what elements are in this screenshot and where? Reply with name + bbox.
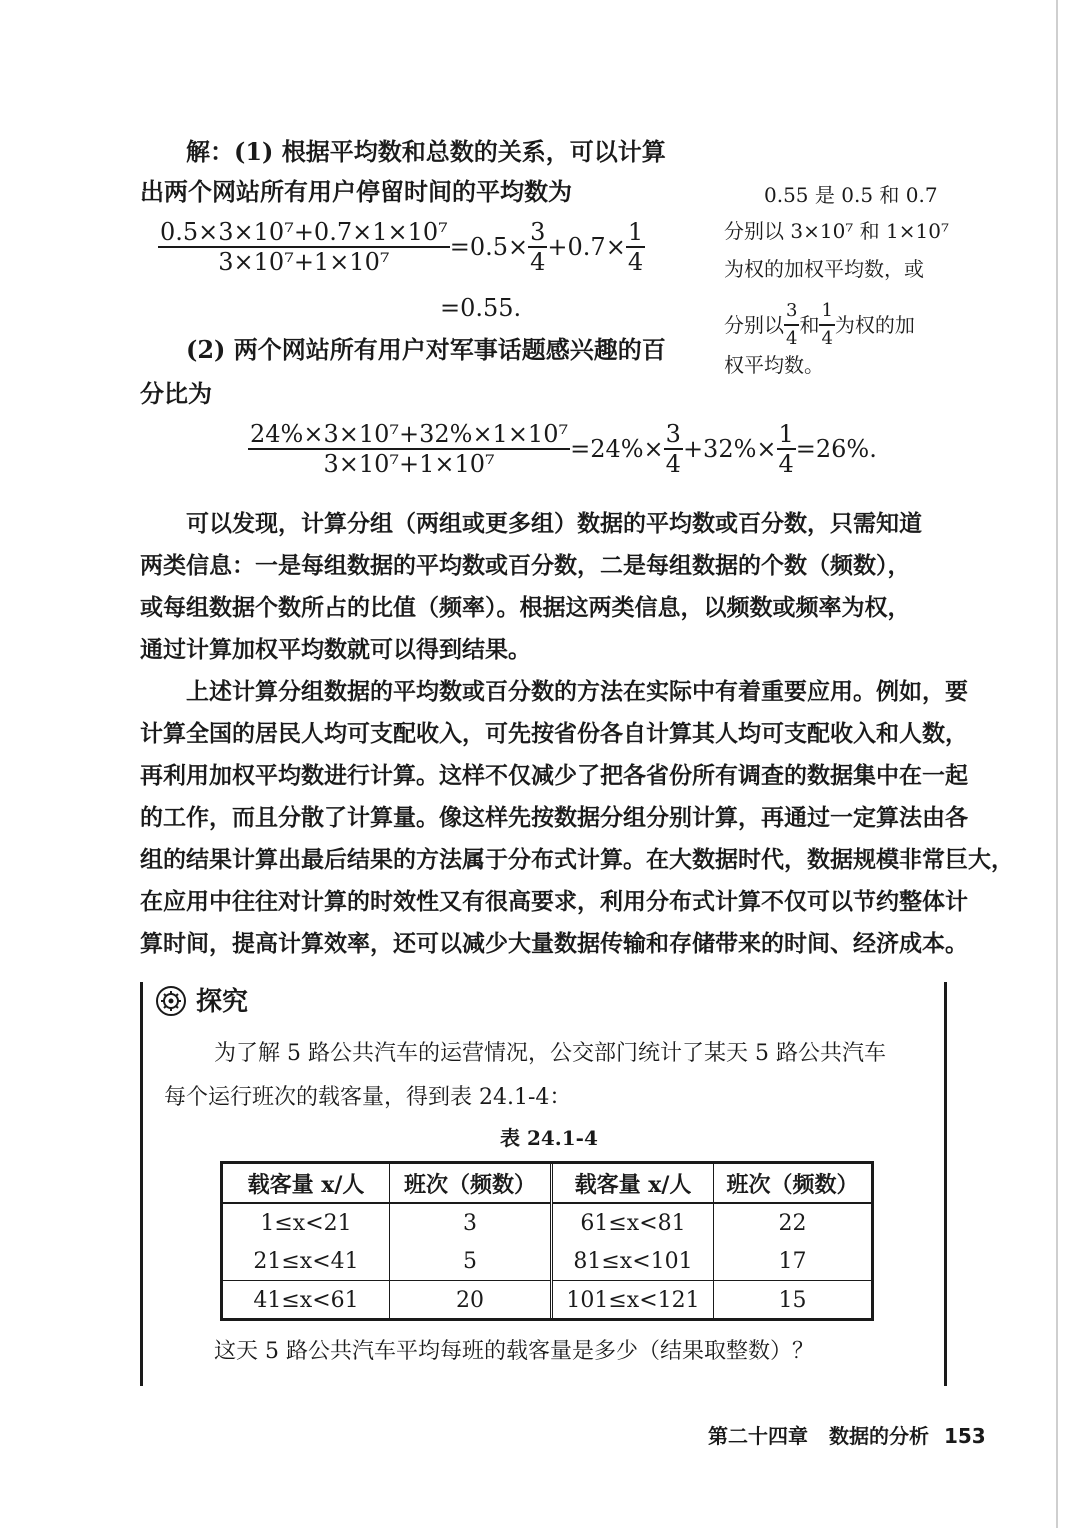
- table-header-row: [223, 1164, 871, 1203]
- table-cell: 5: [390, 1242, 552, 1281]
- eq1-fraction-1-4: [626, 218, 645, 276]
- table-cell: 3: [390, 1203, 552, 1242]
- eq1-numerator: 0.5×3×10⁷+0.7×1×10⁷: [160, 218, 448, 246]
- side-note-text-b: 和: [799, 313, 820, 337]
- eq1-rhs-b: +0.7×: [547, 233, 626, 261]
- table-cell: 17: [778, 1248, 807, 1274]
- eq2-denominator: 3×10⁷+1×10⁷: [323, 450, 495, 478]
- eq2-rhs-a: =24%×: [570, 435, 664, 463]
- equation-1: [158, 218, 645, 276]
- side-note-line-5: 权平均数。: [724, 353, 824, 377]
- table-cell: 1≤x<21: [223, 1203, 390, 1242]
- para2-line-1: 上述计算分组数据的平均数或百分数的方法在实际中有着重要应用。例如，要: [186, 678, 968, 705]
- side-note-f1-num: 3: [784, 298, 799, 326]
- table-cell: 61≤x<81: [552, 1203, 714, 1242]
- side-note-line-2: 分别以 3×10⁷ 和 1×10⁷: [724, 219, 949, 243]
- page-edge-line: [1056, 0, 1058, 1528]
- para1-line-4: 通过计算加权平均数就可以得到结果。: [140, 636, 531, 663]
- header-freq-2: 班次（频数）: [726, 1171, 859, 1198]
- eq2-f1-num: 3: [665, 420, 681, 448]
- side-note-line-1: 0.55 是 0.5 和 0.7: [764, 183, 938, 207]
- solution-part2-line-1: (2) 两个网站所有用户对军事话题感兴趣的百: [186, 335, 666, 364]
- eq1-rhs-a: =0.5×: [449, 233, 529, 261]
- eq2-f2-num: 1: [778, 420, 794, 448]
- explore-box-left-border: [140, 982, 143, 1386]
- eq1-fraction-3-4: [528, 218, 547, 276]
- table-cell: 15: [778, 1287, 807, 1313]
- side-note-fraction-1-4: [819, 298, 834, 352]
- side-note-f2-den: 4: [821, 328, 833, 349]
- equation-2: [248, 420, 877, 478]
- eq1-main-fraction: [158, 218, 450, 276]
- table-cell: 22: [778, 1210, 807, 1236]
- table-cell: 21≤x<41: [223, 1242, 390, 1281]
- eq1-f2-den: 4: [627, 248, 644, 276]
- table-row: [223, 1203, 871, 1242]
- para2-line-7: 算时间，提高计算效率，还可以减少大量数据传输和存储带来的时间、经济成本。: [140, 930, 968, 957]
- eq2-rhs-b: +32%×: [682, 435, 777, 463]
- header-freq-1: 班次（频数）: [390, 1164, 552, 1203]
- solution-line-2: 出两个网站所有用户停留时间的平均数为: [140, 177, 572, 206]
- data-table: [223, 1164, 871, 1319]
- footer-chapter-title: 数据的分析: [828, 1424, 929, 1448]
- explore-text-line-2: 每个运行班次的载客量，得到表 24.1-4：: [164, 1085, 572, 1110]
- table-cell: 20: [390, 1281, 552, 1320]
- eq1-result: =0.55.: [440, 294, 522, 322]
- eq2-fraction-1-4: [777, 420, 796, 478]
- header-load-2: 载客量 x/人: [552, 1164, 714, 1203]
- side-note-text-a: 分别以: [724, 313, 784, 337]
- para2-line-3: 再利用加权平均数进行计算。这样不仅减少了把各省份所有调查的数据集中在一起: [140, 762, 968, 789]
- para1-line-1: 可以发现，计算分组（两组或更多组）数据的平均数或百分数，只需知道: [186, 510, 922, 537]
- table-row: [223, 1242, 871, 1281]
- eq2-f2-den: 4: [778, 450, 794, 478]
- eq2-main-fraction: [248, 420, 570, 478]
- eq2-numerator: 24%×3×10⁷+32%×1×10⁷: [250, 420, 569, 448]
- solution-part2-line-2: 分比为: [140, 379, 212, 408]
- footer-chapter: [708, 1420, 986, 1452]
- side-note-line-4: [724, 298, 915, 352]
- side-note-f1-den: 4: [786, 328, 798, 349]
- explore-gear-icon: [158, 988, 184, 1014]
- para2-line-5: 组的结果计算出最后结果的方法属于分布式计算。在大数据时代，数据规模非常巨大，: [140, 846, 1014, 873]
- footer-chapter-number: 第二十四章: [708, 1424, 808, 1448]
- eq2-f1-den: 4: [665, 450, 681, 478]
- eq2-fraction-3-4: [664, 420, 683, 478]
- explore-question: 这天 5 路公共汽车平均每班的载客量是多少（结果取整数）？: [214, 1339, 814, 1364]
- table-cell: 41≤x<61: [223, 1281, 390, 1320]
- eq2-result: =26%.: [795, 435, 877, 463]
- para2-line-4: 的工作，而且分散了计算量。像这样先按数据分组分别计算，再通过一定算法由各: [140, 804, 968, 831]
- side-note-line-3: 为权的加权平均数，或: [724, 257, 924, 281]
- table-row: [223, 1281, 871, 1320]
- eq1-f2-num: 1: [627, 218, 644, 246]
- explore-icon: [156, 986, 186, 1016]
- table-cell: 101≤x<121: [552, 1281, 714, 1320]
- table-caption: 表 24.1-4: [500, 1126, 598, 1150]
- side-note-text-c: 为权的加: [834, 313, 915, 337]
- side-note-f2-num: 1: [819, 298, 834, 326]
- solution-line-1: 解：(1) 根据平均数和总数的关系，可以计算: [186, 137, 666, 166]
- data-table-wrapper: [220, 1161, 874, 1321]
- para2-line-2: 计算全国的居民人均可支配收入，可先按省份各自计算其人均可支配收入和人数，: [140, 720, 968, 747]
- explore-text-line-1: 为了解 5 路公共汽车的运营情况，公交部门统计了某天 5 路公共汽车: [214, 1041, 886, 1066]
- table-cell: 81≤x<101: [552, 1242, 714, 1281]
- side-note-fraction-3-4: [784, 298, 799, 352]
- para1-line-2: 两类信息：一是每组数据的平均数或百分数，二是每组数据的个数（频数），: [140, 552, 911, 579]
- para1-line-3: 或每组数据个数所占的比值（频率）。根据这两类信息，以频数或频率为权，: [140, 594, 911, 621]
- eq1-f1-num: 3: [530, 218, 546, 246]
- explore-heading: 探究: [196, 987, 249, 1017]
- eq1-denominator: 3×10⁷+1×10⁷: [218, 248, 390, 276]
- explore-box-right-border: [944, 982, 947, 1386]
- eq1-f1-den: 4: [530, 248, 546, 276]
- page-number: 153: [943, 1424, 986, 1448]
- para2-line-6: 在应用中往往对计算的时效性又有很高要求，利用分布式计算不仅可以节约整体计: [140, 888, 968, 915]
- header-load-1: 载客量 x/人: [223, 1164, 390, 1203]
